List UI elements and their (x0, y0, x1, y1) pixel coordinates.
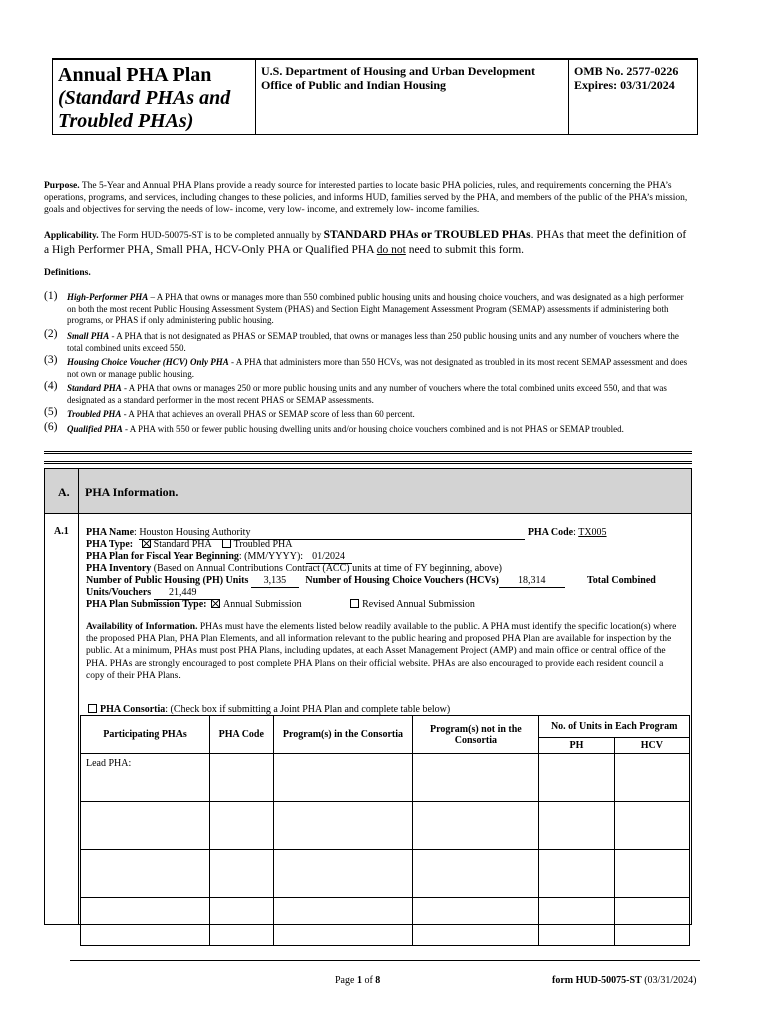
table-cell[interactable] (614, 850, 689, 898)
purpose-paragraph (44, 180, 692, 216)
agency-office: Office of Public and Indian Housing (261, 78, 447, 92)
section-a-title: PHA Information. (85, 485, 179, 499)
total-combined-field[interactable]: 21,449 (154, 587, 212, 600)
section-a-header (44, 468, 692, 514)
col-participating-phas: Participating PHAs (81, 716, 210, 754)
definition-number: (1) (44, 290, 58, 302)
pha-code-label: PHA Code (527, 527, 574, 538)
purpose-label: Purpose. (44, 181, 80, 191)
definition-number: (3) (44, 354, 58, 366)
total-row (86, 575, 690, 600)
a1-number: A.1 (54, 526, 69, 537)
table-cell[interactable] (539, 802, 614, 850)
hcv-units-field[interactable]: 18,314 (499, 575, 565, 588)
table-cell[interactable] (539, 850, 614, 898)
troubled-pha-checkbox[interactable] (222, 539, 231, 548)
availability-text: PHAs must have the elements listed below readily available to the public. A PHA must identify the specific location(s) where the proposed PHA Plan, PHA Plan Elements, and all information relevant to the public hearing and proposed PHA Plan are available for inspection by the public. At a minimum, PHAs must post PHA Plans, including updates, at each Asset Management Project (AMP) and main office or central office of the PHA. PHAs are strongly encouraged to post complete PHA Plans on their official website. PHAs are also encouraged to provide each resident council a copy of their PHA Plans. (86, 622, 677, 681)
applicability-text2: . PHAs that meet the definition of a High Performer PHA, Small PHA, HCV-Only PHA or Qualified PHA (44, 229, 687, 256)
table-cell[interactable] (210, 850, 273, 898)
submission-label: PHA Plan Submission Type: (86, 599, 207, 610)
col-ph: PH (539, 738, 614, 754)
table-cell[interactable] (273, 754, 413, 802)
table-cell[interactable] (539, 754, 614, 802)
revised-submission-label: Revised Annual Submission (362, 599, 475, 610)
definition-text: - A PHA that achieves an overall PHAS or SEMAP score of less than 60 percent. (121, 409, 415, 419)
form-id: form HUD-50075-ST (552, 975, 642, 986)
section-divider (44, 461, 692, 464)
definition-item (67, 409, 692, 421)
definition-item (67, 424, 692, 436)
applicability-label: Applicability. (44, 231, 99, 241)
table-cell[interactable] (81, 898, 210, 946)
definition-text: - A PHA that owns or manages 250 or more public housing units and any number of vouchers where the total combined units exceed 550, and that was designated as a standard performer in the most recent PHAS or SEMAP assessments. (67, 383, 667, 405)
table-row (81, 802, 690, 850)
col-pha-code: PHA Code (210, 716, 273, 754)
purpose-text: The 5-Year and Annual PHA Plans provide a ready source for interested parties to locate basic PHA policies, rules, and requirements concerning the PHA’s operations, programs, and services, including changes to these policies, and informs HUD, families served by the PHA, and members of the public of the PHA’s mission, goals and objectives for serving the needs of low- income, very low- income, and extremely low- income families. (44, 181, 688, 215)
applicability-do-not: do not (376, 244, 406, 256)
inventory-row (86, 563, 502, 575)
table-cell[interactable] (413, 898, 539, 946)
consortia-table (80, 715, 690, 946)
pha-name-row: PHA Name: Houston Housing Authority PHA Code: TX005 (86, 527, 607, 538)
applicability-paragraph (44, 228, 692, 258)
form-title: Annual PHA Plan (58, 64, 212, 86)
fiscal-year-label: PHA Plan for Fiscal Year Beginning (86, 551, 239, 562)
definition-term: Housing Choice Voucher (HCV) Only PHA (67, 357, 229, 367)
form-header (52, 58, 698, 135)
table-row (81, 754, 690, 802)
page-number (335, 975, 380, 986)
table-cell[interactable] (413, 754, 539, 802)
table-cell[interactable] (614, 898, 689, 946)
table-cell[interactable] (614, 802, 689, 850)
table-row (81, 898, 690, 946)
ph-units-field[interactable]: 3,135 (251, 575, 299, 588)
applicability-text1: The Form HUD-50075-ST is to be completed annually by (98, 231, 324, 241)
definition-number: (6) (44, 421, 58, 433)
consortia-label: PHA Consortia (100, 704, 166, 715)
definition-term: Qualified PHA (67, 424, 123, 434)
definition-term: High-Performer PHA (67, 292, 149, 302)
revised-submission-checkbox[interactable] (350, 599, 359, 608)
hcv-units-label: Number of Housing Choice Vouchers (HCVs) (305, 575, 499, 586)
table-row (81, 850, 690, 898)
definition-item (67, 383, 692, 406)
troubled-pha-label: Troubled PHA (233, 539, 293, 550)
annual-submission-checkbox[interactable] (211, 599, 220, 608)
footer-rule (70, 960, 700, 961)
agency-name: U.S. Department of Housing and Urban Development (261, 64, 536, 78)
col-hcv: HCV (614, 738, 689, 754)
definition-number: (2) (44, 328, 58, 340)
inventory-hint: (Based on Annual Contributions Contract (ACC) units at time of FY beginning, above) (151, 563, 502, 574)
table-cell[interactable] (273, 898, 413, 946)
submission-row (86, 599, 475, 611)
definition-text: - A PHA with 550 or fewer public housing dwelling units and/or housing choice vouchers combined and is not PHAS or SEMAP troubled. (122, 424, 624, 434)
form-date: (03/31/2024) (641, 975, 697, 986)
section-a-letter: A. (58, 485, 70, 499)
form-subtitle: (Standard PHAs and Troubled PHAs) (58, 87, 231, 132)
annual-submission-label: Annual Submission (223, 599, 302, 610)
definition-number: (4) (44, 380, 58, 392)
applicability-emphasis: STANDARD PHAs or TROUBLED PHAs (323, 229, 531, 241)
pha-name-label: PHA Name (86, 527, 135, 538)
page-prefix: Page (335, 975, 357, 986)
table-cell[interactable] (273, 850, 413, 898)
lead-pha-cell[interactable]: Lead PHA: (81, 754, 210, 802)
definition-text: - A PHA that administers more than 550 HCVs, was not designated as troubled in its most recent SEMAP assessment and does not own or manage public housing. (67, 357, 688, 379)
consortia-checkbox[interactable] (88, 704, 97, 713)
fiscal-year-field[interactable]: 01/2024 (306, 551, 352, 564)
section-divider (44, 451, 692, 454)
consortia-hint: : (Check box if submitting a Joint PHA Plan and complete table below) (165, 704, 451, 715)
table-cell[interactable] (210, 802, 273, 850)
page-of: of (361, 975, 376, 986)
definition-term: Small PHA (67, 331, 110, 341)
section-column-rule (78, 469, 79, 513)
pha-code-field[interactable]: TX005 (578, 527, 607, 538)
table-cell[interactable] (614, 754, 689, 802)
page-current: 1 (356, 975, 362, 986)
table-cell[interactable] (81, 802, 210, 850)
definitions-label: Definitions. (44, 268, 91, 278)
standard-pha-checkbox[interactable] (142, 539, 151, 548)
definition-item (67, 357, 692, 380)
pha-type-label: PHA Type: (86, 539, 134, 550)
availability-paragraph (86, 621, 684, 682)
table-cell[interactable] (413, 802, 539, 850)
header-omb-cell (569, 60, 697, 134)
col-units-each-program: No. of Units in Each Program (539, 716, 690, 738)
pha-name-field[interactable]: Houston Housing Authority (139, 527, 525, 540)
table-cell[interactable] (273, 802, 413, 850)
table-cell[interactable] (413, 850, 539, 898)
col-programs-not-in: Program(s) not in the Consortia (413, 716, 539, 754)
inventory-label: PHA Inventory (86, 563, 152, 574)
definition-term: Troubled PHA (67, 409, 122, 419)
col-programs-in: Program(s) in the Consortia (273, 716, 413, 754)
header-agency-cell (256, 60, 569, 134)
page-total: 8 (375, 975, 381, 986)
header-title-cell (53, 60, 256, 134)
table-cell[interactable] (539, 898, 614, 946)
definition-text: - A PHA that is not designated as PHAS or SEMAP troubled, that owns or manages less than 250 public housing units and any number of vouchers where the total combined units exceed 550. (67, 331, 679, 353)
total-combined-label: Total Combined Units/Vouchers (86, 575, 656, 598)
standard-pha-label: Standard PHA (153, 539, 212, 550)
ph-units-label: Number of Public Housing (PH) Units (86, 575, 249, 586)
definition-number: (5) (44, 406, 58, 418)
table-cell[interactable] (210, 754, 273, 802)
applicability-text3: need to submit this form. (405, 244, 525, 256)
form-identifier (552, 975, 696, 986)
fiscal-year-hint: : (MM/YYYY): (238, 551, 306, 562)
table-cell[interactable] (81, 850, 210, 898)
omb-number: OMB No. 2577-0226 (574, 64, 679, 78)
section-column-rule (78, 512, 79, 924)
definition-item (67, 292, 692, 327)
table-cell[interactable] (210, 898, 273, 946)
definition-item (67, 331, 692, 354)
omb-expires: Expires: 03/31/2024 (574, 78, 675, 92)
availability-label: Availability of Information. (86, 622, 198, 632)
definition-text: – A PHA that owns or manages more than 550 combined public housing units and housing choice vouchers, and was designated as a high performer on both the most recent Public Housing Assessment System (PHAS) and Section Eight Management Assessment Program (SEMAP) assessments if administering both programs, or PHAS if only administering public housing. (67, 292, 684, 325)
pha-type-row (86, 539, 292, 551)
definition-term: Standard PHA (67, 383, 122, 393)
